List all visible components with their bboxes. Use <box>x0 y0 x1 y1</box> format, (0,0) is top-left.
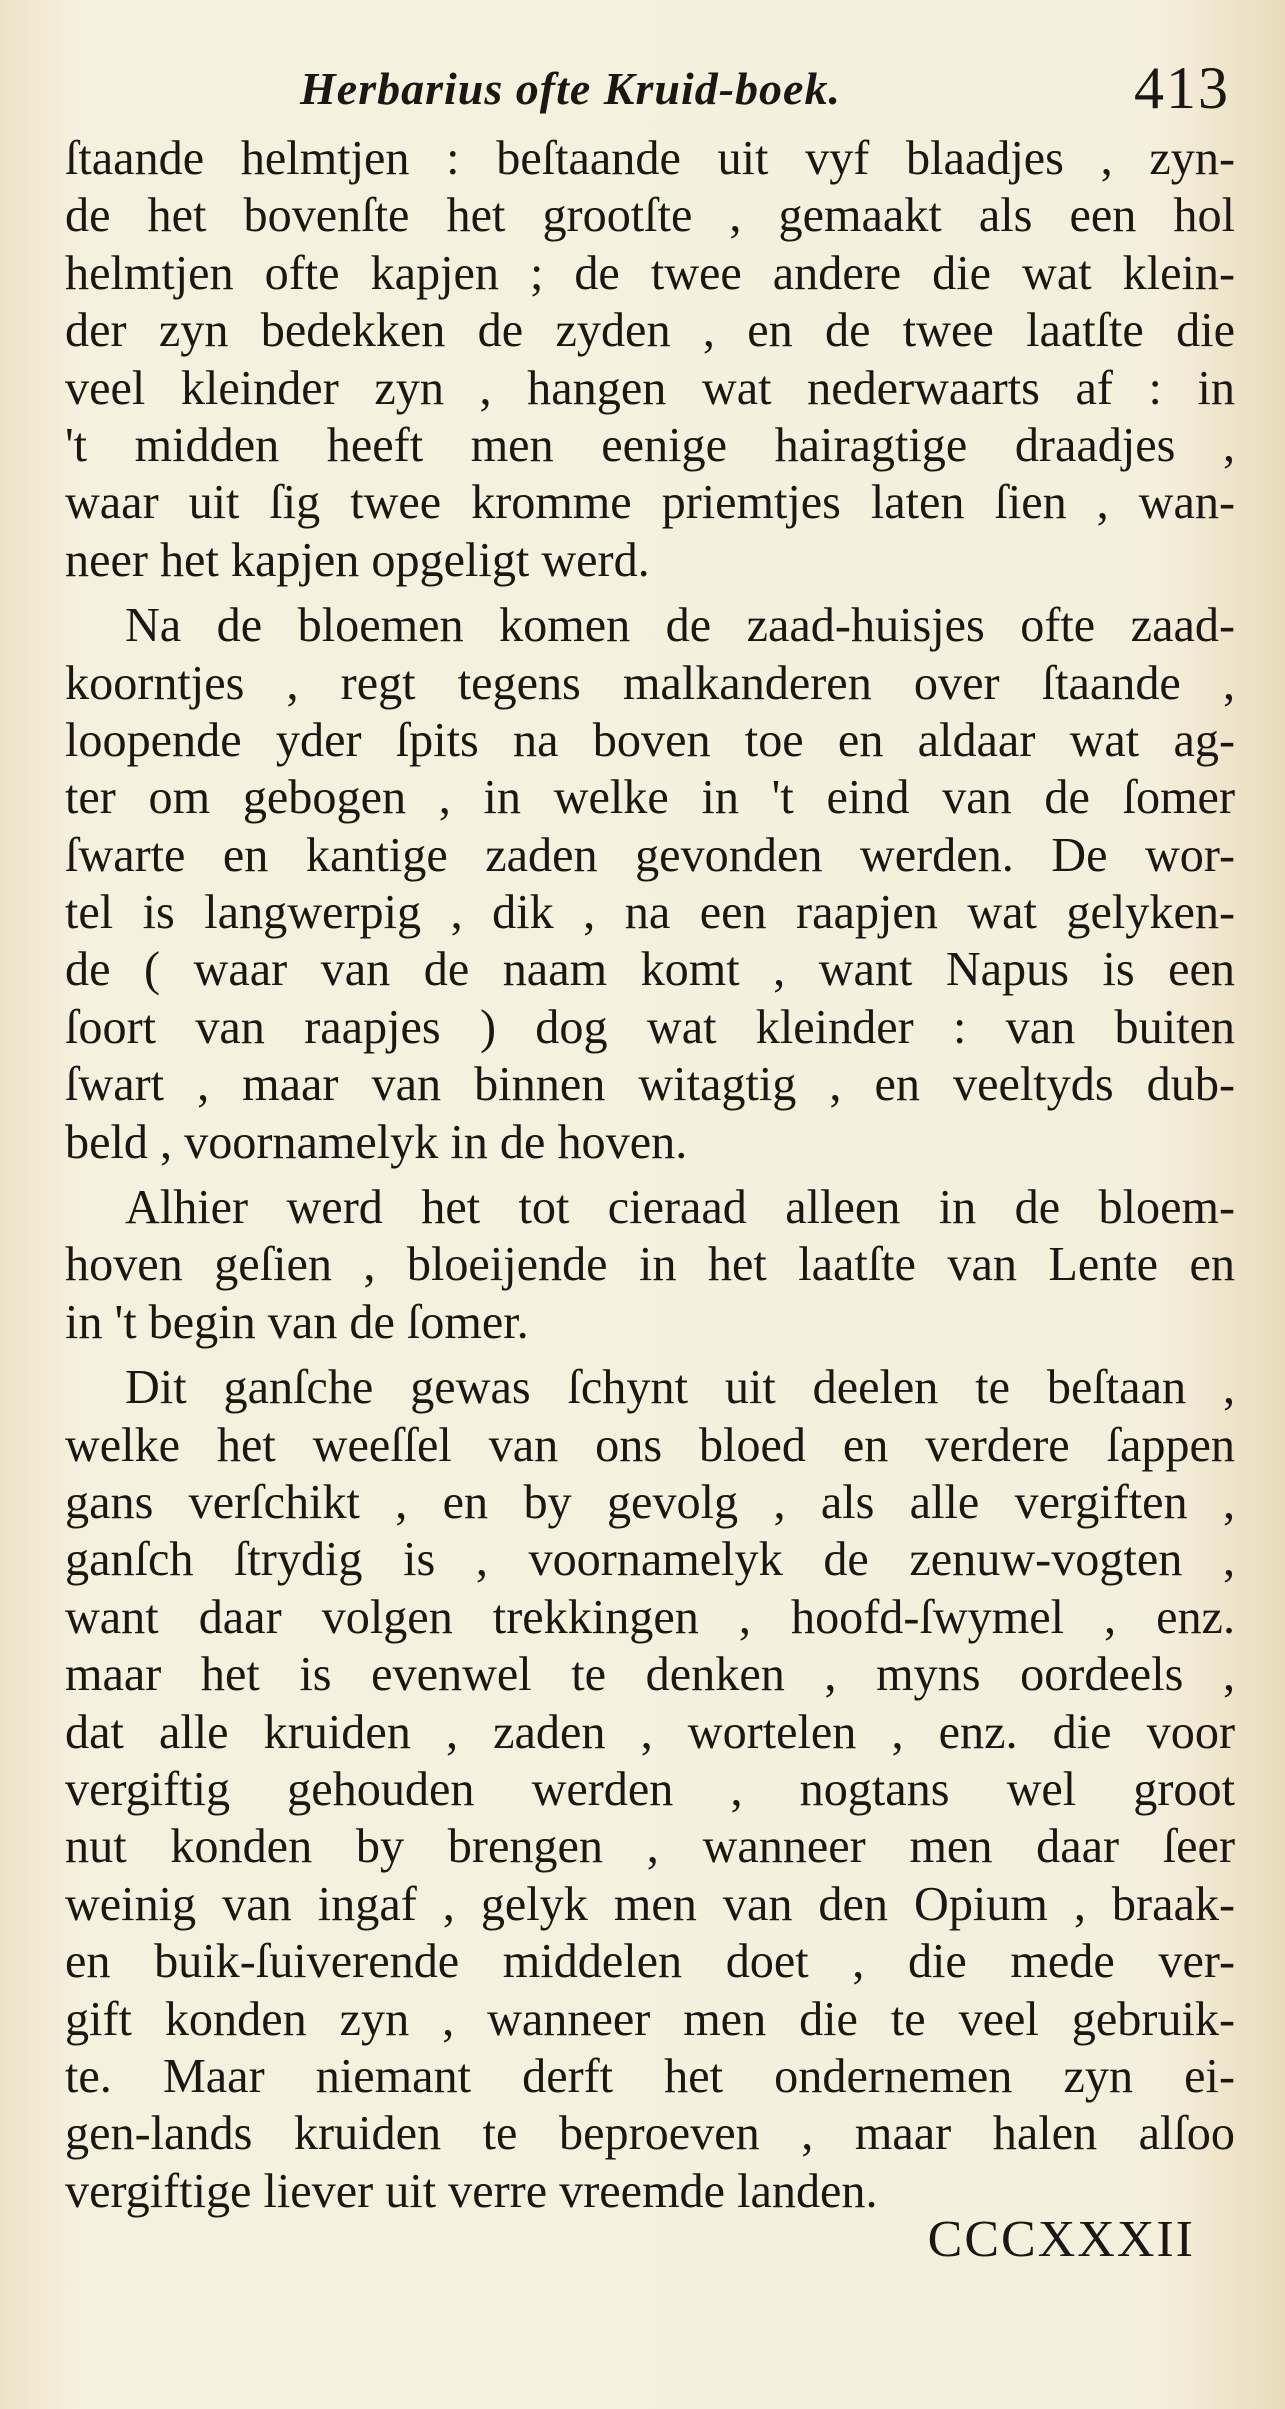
text-line: en buik-ſuiverende middelen doet , die mede ver- <box>65 1935 1235 1989</box>
text-line: vergiftige liever uit verre vreemde landen. <box>65 2164 878 2218</box>
text-line: koorntjes , regt tegens malkanderen over ſtaande , <box>65 656 1235 710</box>
text-line: welke het weeſſel van ons bloed en verdere ſappen <box>65 1418 1235 1472</box>
text-line: nut konden by brengen , wanneer men daar ſeer <box>65 1820 1235 1874</box>
text-line: neer het kapjen opgeligt werd. <box>65 533 650 587</box>
text-line: ganſch ſtrydig is , voornamelyk de zenuw-vogten , <box>65 1533 1235 1587</box>
text-line: maar het is evenwel te denken , myns oordeels , <box>65 1648 1235 1702</box>
text-line: 't midden heeft men eenige hairagtige draadjes , <box>65 418 1235 472</box>
text-line: vergiftig gehouden werden , nogtans wel groot <box>65 1762 1235 1816</box>
text-line: gans verſchikt , en by gevolg , als alle vergiften , <box>65 1475 1235 1529</box>
text-line: ſwart , maar van binnen witagtig , en veeltyds dub- <box>65 1058 1235 1112</box>
catchword: CCCXXXII <box>927 2211 1195 2268</box>
text-line: weinig van ingaf , gelyk men van den Opium , braak- <box>65 1877 1235 1931</box>
text-line: hoven geſien , bloeijende in het laatſte van Lente en <box>65 1238 1235 1292</box>
text-line: loopende yder ſpits na boven toe en aldaar wat ag- <box>65 713 1235 767</box>
text-line: ter om gebogen , in welke in 't eind van de ſomer <box>65 771 1235 825</box>
text-line: de ( waar van de naam komt , want Napus is een <box>65 943 1235 997</box>
text-line: veel kleinder zyn , hangen wat nederwaarts af : in <box>65 361 1235 415</box>
text-line: ſoort van raapjes ) dog wat kleinder : van buiten <box>65 1000 1235 1054</box>
text-line: beld , voornamelyk in de hoven. <box>65 1115 688 1169</box>
page-number: 413 <box>1134 55 1230 121</box>
text-line: dat alle kruiden , zaden , wortelen , enz. die voor <box>65 1705 1235 1759</box>
text-line: Dit ganſche gewas ſchynt uit deelen te beſtaan , <box>125 1361 1235 1415</box>
text-line: de het bovenſte het grootſte , gemaakt als een hol <box>65 189 1235 243</box>
text-line: in 't begin van de ſomer. <box>65 1295 529 1349</box>
text-line: gift konden zyn , wanneer men die te veel gebruik- <box>65 1992 1235 2046</box>
running-title: Herbarius ofte Kruid-boek. <box>300 63 841 114</box>
text-line: helmtjen ofte kapjen ; de twee andere die wat klein- <box>65 246 1235 300</box>
body-text <box>65 130 1235 2220</box>
text-line: gen-lands kruiden te beproeven , maar halen alſoo <box>65 2107 1235 2161</box>
text-line: waar uit ſig twee kromme priemtjes laten ſien , wan- <box>65 476 1235 530</box>
text-line: ſwarte en kantige zaden gevonden werden. De wor- <box>65 828 1235 882</box>
text-line: Alhier werd het tot cieraad alleen in de bloem- <box>125 1181 1235 1235</box>
text-line: te. Maar niemant derft het ondernemen zyn ei- <box>65 2049 1235 2103</box>
text-line: tel is langwerpig , dik , na een raapjen wat gelyken- <box>65 886 1235 940</box>
text-line: want daar volgen trekkingen , hoofd-ſwymel , enz. <box>65 1590 1235 1644</box>
text-line: ſtaande helmtjen : beſtaande uit vyf blaadjes , zyn- <box>65 132 1235 185</box>
text-line: Na de bloemen komen de zaad-huisjes ofte zaad- <box>125 599 1235 653</box>
text-line: der zyn bedekken de zyden , en de twee laatſte die <box>65 304 1235 358</box>
